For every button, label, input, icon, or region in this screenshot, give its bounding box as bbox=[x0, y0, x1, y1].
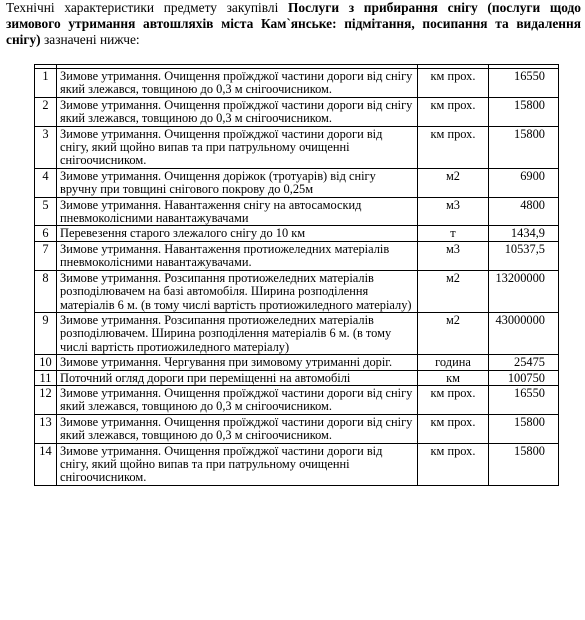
table-row bbox=[35, 126, 559, 168]
table-row bbox=[35, 414, 559, 443]
row-quantity: 4800 bbox=[489, 197, 559, 226]
row-unit: м3 bbox=[418, 241, 489, 270]
row-unit: м2 bbox=[418, 168, 489, 197]
intro-paragraph bbox=[6, 0, 581, 48]
row-number: 11 bbox=[35, 370, 57, 385]
row-quantity: 25475 bbox=[489, 355, 559, 370]
row-unit: година bbox=[418, 355, 489, 370]
row-quantity: 43000000 bbox=[489, 312, 559, 354]
row-description: Зимове утримання. Очищення проїжджої частини дороги від снігу який злежався, товщиною до 0,3 м снігоочисником. bbox=[57, 97, 418, 126]
row-number: 6 bbox=[35, 226, 57, 241]
row-number: 12 bbox=[35, 385, 57, 414]
specs-table bbox=[34, 64, 559, 486]
row-unit: км прох. bbox=[418, 414, 489, 443]
row-description: Зимове утримання. Розсипання протиожеледних матеріалів розподілювачем на базі автомобіля. Ширина розподілення матеріалів 6 м. (в тому числі вартість протиожиледного матеріалу) bbox=[57, 270, 418, 312]
row-unit: км прох. bbox=[418, 69, 489, 98]
row-quantity: 15800 bbox=[489, 443, 559, 485]
row-quantity: 1434,9 bbox=[489, 226, 559, 241]
row-description: Зимове утримання. Очищення доріжок (тротуарів) від снігу вручну при товщині снігового покрову до 0,25м bbox=[57, 168, 418, 197]
row-description: Поточний огляд дороги при переміщенні на автомобілі bbox=[57, 370, 418, 385]
table-row bbox=[35, 168, 559, 197]
row-quantity: 6900 bbox=[489, 168, 559, 197]
row-number: 1 bbox=[35, 69, 57, 98]
row-quantity: 15800 bbox=[489, 414, 559, 443]
row-description: Перевезення старого злежалого снігу до 10 км bbox=[57, 226, 418, 241]
table-row bbox=[35, 197, 559, 226]
row-number: 4 bbox=[35, 168, 57, 197]
row-unit: км прох. bbox=[418, 385, 489, 414]
row-quantity: 10537,5 bbox=[489, 241, 559, 270]
table-row bbox=[35, 355, 559, 370]
row-unit: км прох. bbox=[418, 97, 489, 126]
row-quantity: 13200000 bbox=[489, 270, 559, 312]
table-row bbox=[35, 270, 559, 312]
row-quantity: 15800 bbox=[489, 97, 559, 126]
row-unit: м3 bbox=[418, 197, 489, 226]
row-unit: м2 bbox=[418, 270, 489, 312]
table-row bbox=[35, 312, 559, 354]
intro-suffix: зазначені нижче: bbox=[40, 32, 140, 47]
row-description: Зимове утримання. Розсипання протиожеледних матеріалів розподілювачем. Ширина розподілення матеріалів 6 м. (в тому числі вартість протиожиледного матеріалу) bbox=[57, 312, 418, 354]
intro-bold-title: Послуги з прибирання снігу (послуги щодо зимового утримання автошляхів міста Кам`янське: підмітання, посипання та видалення снігу) bbox=[6, 0, 581, 47]
table-row bbox=[35, 443, 559, 485]
row-description: Зимове утримання. Навантаження протиожеледних матеріалів пневмоколісними навантажувачами. bbox=[57, 241, 418, 270]
row-description: Зимове утримання. Очищення проїжджої частини дороги від снігу, який щойно випав та при патрульному очищенні снігоочисником. bbox=[57, 443, 418, 485]
row-number: 14 bbox=[35, 443, 57, 485]
row-number: 3 bbox=[35, 126, 57, 168]
table-row bbox=[35, 69, 559, 98]
table-row bbox=[35, 97, 559, 126]
row-unit: м2 bbox=[418, 312, 489, 354]
row-quantity: 16550 bbox=[489, 69, 559, 98]
row-unit: км bbox=[418, 370, 489, 385]
row-description: Зимове утримання. Чергування при зимовому утриманні доріг. bbox=[57, 355, 418, 370]
row-description: Зимове утримання. Навантаження снігу на автосамоскид пневмоколісними навантажувачами bbox=[57, 197, 418, 226]
table-row bbox=[35, 385, 559, 414]
row-number: 13 bbox=[35, 414, 57, 443]
row-unit: км прох. bbox=[418, 443, 489, 485]
row-quantity: 100750 bbox=[489, 370, 559, 385]
row-number: 5 bbox=[35, 197, 57, 226]
row-quantity: 15800 bbox=[489, 126, 559, 168]
row-number: 2 bbox=[35, 97, 57, 126]
row-number: 10 bbox=[35, 355, 57, 370]
row-unit: км прох. bbox=[418, 126, 489, 168]
row-number: 9 bbox=[35, 312, 57, 354]
row-description: Зимове утримання. Очищення проїжджої частини дороги від снігу який злежався, товщиною до 0,3 м снігоочисником. bbox=[57, 69, 418, 98]
intro-prefix: Технічні характеристики предмету закупівлі bbox=[6, 0, 288, 15]
row-description: Зимове утримання. Очищення проїжджої частини дороги від снігу, який щойно випав та при патрульному очищенні снігоочисником. bbox=[57, 126, 418, 168]
row-description: Зимове утримання. Очищення проїжджої частини дороги від снігу який злежався, товщиною до 0,3 м снігоочисником. bbox=[57, 385, 418, 414]
row-quantity: 16550 bbox=[489, 385, 559, 414]
row-unit: т bbox=[418, 226, 489, 241]
table-row bbox=[35, 226, 559, 241]
table-row bbox=[35, 241, 559, 270]
specs-table-body bbox=[35, 65, 559, 486]
row-number: 7 bbox=[35, 241, 57, 270]
row-description: Зимове утримання. Очищення проїжджої частини дороги від снігу який злежався, товщиною до 0,3 м снігоочисником. bbox=[57, 414, 418, 443]
row-number: 8 bbox=[35, 270, 57, 312]
table-row bbox=[35, 370, 559, 385]
